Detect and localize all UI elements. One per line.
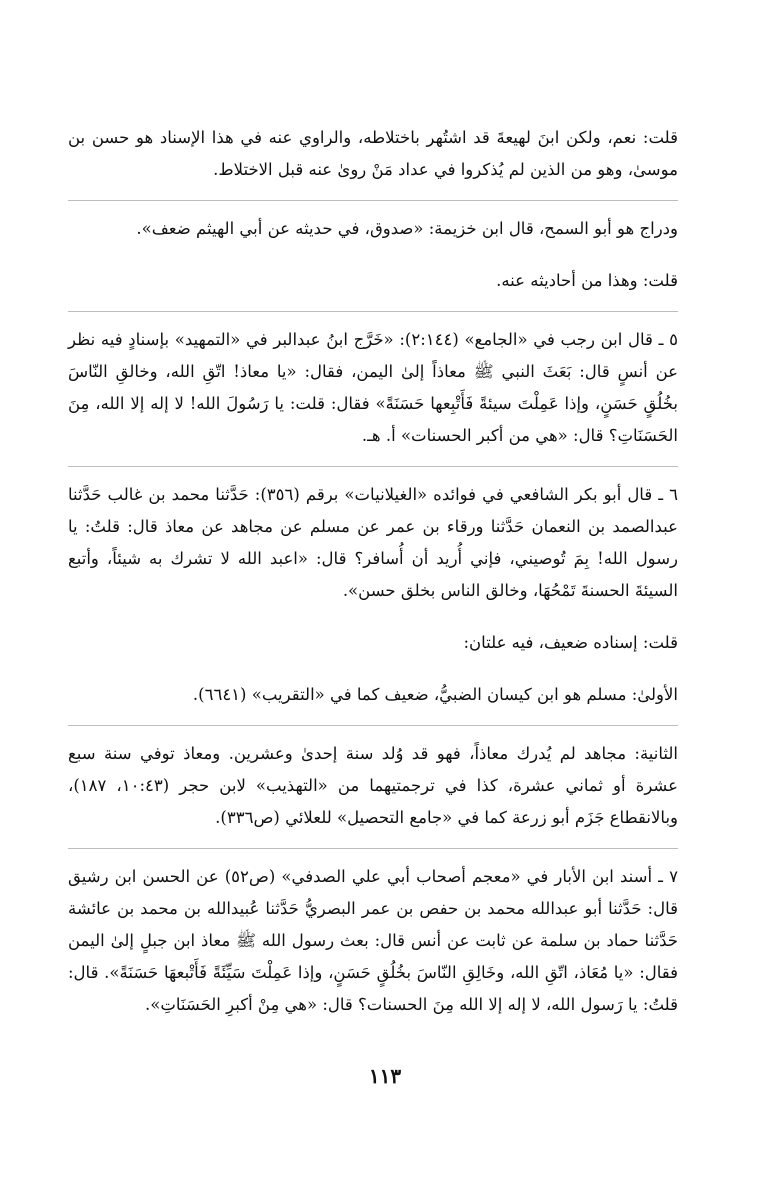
paragraph-darraj: ودراج هو أبو السمح، قال ابن خزيمة: «صدوق، في حديثه عن أبي الهيثم ضعف».	[136, 219, 678, 238]
separator-line	[68, 311, 678, 312]
separator-line	[68, 848, 678, 849]
paragraph-isnad-weak: قلت: إسناده ضعيف، فيه علتان:	[463, 633, 678, 652]
separator-line	[68, 200, 678, 201]
page-body	[68, 122, 678, 1021]
paragraph-note-ibn-lahiah: قلت: نعم، ولكن ابنَ لهيعةَ قد اشتُهر باختلاطه، والراوي عنه في هذا الإسناد هو حسن بن موسىٰ، وهو من الذين لم يُذكروا في عداد مَنْ روىٰ عنه قبل الاختلاط.	[68, 128, 678, 179]
paragraph-first-defect: الأولىٰ: مسلم هو ابن كيسان الضبيُّ، ضعيف كما في «التقريب» (٦٦٤١).	[192, 685, 678, 704]
paragraph-gap	[68, 607, 678, 627]
page-number: ١١٣	[368, 1064, 402, 1088]
separator-line	[68, 466, 678, 467]
paragraph-second-defect: الثانية: مجاهد لم يُدرك معاذاً، فهو قد وُلد سنة إحدىٰ وعشرين. ومعاذ توفي سنة سبع عشرة أو ثماني عشرة، كذا في ترجمتيهما من «التهذيب» لابن حجر (١٠:٤٣، ١٨٧)، وبالانقطاع جَزَم أبو زرعة كما في «جامع التحصيل» للعلائي (ص٣٣٦).	[68, 744, 678, 827]
paragraph-comment: قلت: وهذا من أحاديثه عنه.	[496, 271, 678, 290]
paragraph-item-7: ٧ ـ أسند ابن الأبار في «معجم أصحاب أبي علي الصدفي» (ص٥٢) عن الحسن ابن رشيق قال: حَدَّثنا أبو عبدالله محمد بن حفص بن عمر البصريُّ حَدَّثنا عُبيدالله بن محمد بن عائشة حَدَّثنا حماد بن سلمة عن ثابت عن أنس قال: بعث رسول الله ﷺ معاذ ابن جبلٍ إلىٰ اليمن فقال: «يا مُعَاذ، اتّقِ الله، وخَالِقِ النّاسَ بخُلُقٍ حَسَنٍ، وإذا عَمِلْتَ سَيِّئَةً فَأَتْبعهَا حَسَنَةً». قال: قلتُ: يا رَسول الله، لا إله إلا الله مِنَ الحسنات؟ قال: «هي مِنْ أكبرِ الحَسَنَاتِ».	[68, 867, 678, 1014]
paragraph-item-6: ٦ ـ قال أبو بكر الشافعي في فوائده «الغيلانيات» برقم (٣٥٦): حَدَّثنا محمد بن غالب حَدَّثنا عبدالصمد بن النعمان حَدَّثنا ورقاء بن عمر عن مسلم عن مجاهد عن معاذ قال: قلتُ: يا رسول الله! بِمَ تُوصيني، فإني أُريد أن أُسافر؟ قال: «اعبد الله لا تشرك به شيئاً، وأتبع السيئةَ الحسنةَ تَمْحُهَا، وخالق الناس بخلق حسن».	[68, 485, 678, 600]
paragraph-item-5: ٥ ـ قال ابن رجب في «الجامع» (٢:١٤٤): «خَرَّج ابنُ عبدالبر في «التمهيد» بإسنادٍ فيه نظر عن أنسٍ قال: بَعَثَ النبي ﷺ معاذاً إلىٰ اليمن، فقال: «يا معاذ! اتّقِ الله، وخالقِ النّاسَ بخُلُقٍ حَسَنٍ، وإذا عَمِلْتَ سيئةً فَأَتْبِعها حَسَنَةً» فقال: قلت: يا رَسُولَ الله! لا إله إلا الله، مِنَ الحَسَنَاتِ؟ قال: «هي من أكبر الحسنات» أ. هـ.	[68, 330, 678, 445]
paragraph-gap	[68, 245, 678, 265]
paragraph-gap	[68, 659, 678, 679]
separator-line	[68, 725, 678, 726]
